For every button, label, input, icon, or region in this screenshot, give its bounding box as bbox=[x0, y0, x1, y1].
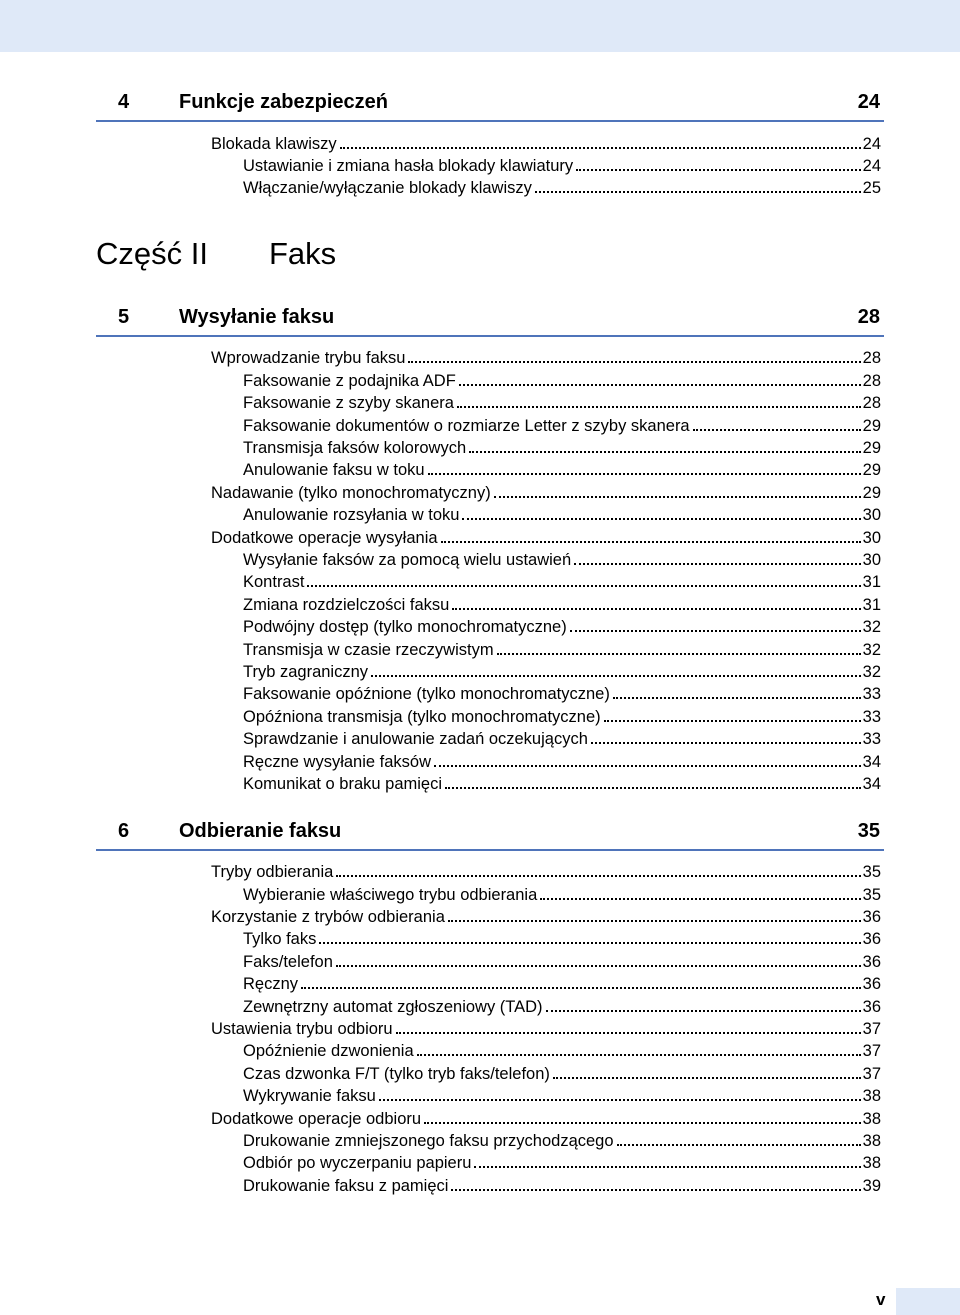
toc-entry-page: 39 bbox=[862, 1177, 881, 1195]
dot-leader bbox=[336, 875, 860, 877]
toc-entry[interactable] bbox=[243, 883, 881, 905]
toc-entry[interactable] bbox=[211, 905, 881, 927]
toc-entry-label: Wykrywanie faksu bbox=[243, 1087, 376, 1105]
toc-entry-page: 32 bbox=[862, 618, 881, 636]
toc-entry[interactable] bbox=[243, 391, 881, 413]
footer-band bbox=[896, 1288, 960, 1315]
toc-entry[interactable] bbox=[243, 1039, 881, 1061]
dot-leader bbox=[540, 898, 860, 900]
dot-leader bbox=[396, 1032, 861, 1034]
chapter-page: 35 bbox=[857, 820, 880, 842]
toc-entry-page: 36 bbox=[862, 975, 881, 993]
toc-entry-page: 31 bbox=[862, 573, 881, 591]
dot-leader bbox=[494, 496, 861, 498]
dot-leader bbox=[574, 563, 860, 565]
toc-entry-label: Blokada klawiszy bbox=[211, 135, 337, 153]
toc-entry-page: 31 bbox=[862, 596, 881, 614]
toc-entry[interactable] bbox=[211, 860, 881, 882]
toc-entry-page: 32 bbox=[862, 663, 881, 681]
toc-entry-label: Tryby odbierania bbox=[211, 863, 334, 881]
dot-leader bbox=[336, 965, 861, 967]
toc-entry-page: 38 bbox=[862, 1110, 881, 1128]
toc-entry-label: Faksowanie dokumentów o rozmiarze Letter z szyby skanera bbox=[243, 417, 690, 435]
dot-leader bbox=[459, 384, 861, 386]
toc-entry-page: 32 bbox=[862, 641, 881, 659]
toc-entry-page: 34 bbox=[862, 753, 881, 771]
toc-entry-page: 30 bbox=[862, 551, 881, 569]
dot-leader bbox=[301, 987, 861, 989]
dot-leader bbox=[448, 920, 861, 922]
toc-entry-page: 29 bbox=[862, 417, 881, 435]
toc-entry[interactable] bbox=[243, 972, 881, 994]
toc-entry-page: 33 bbox=[862, 730, 881, 748]
dot-leader bbox=[617, 1144, 861, 1146]
chapter-page: 28 bbox=[857, 306, 880, 328]
toc-entry-page: 33 bbox=[862, 685, 881, 703]
toc-entry[interactable] bbox=[243, 1084, 881, 1106]
dot-leader bbox=[452, 608, 860, 610]
toc-entry-label: Włączanie/wyłączanie blokady klawiszy bbox=[243, 179, 532, 197]
toc-entry[interactable] bbox=[211, 132, 881, 154]
toc-entry[interactable] bbox=[243, 638, 881, 660]
toc-entry[interactable] bbox=[243, 1129, 881, 1151]
toc-entry[interactable] bbox=[211, 1017, 881, 1039]
dot-leader bbox=[319, 942, 860, 944]
toc-entry-label: Opóźnienie dzwonienia bbox=[243, 1042, 414, 1060]
dot-leader bbox=[408, 361, 860, 363]
toc-entry[interactable] bbox=[243, 503, 881, 525]
chapter-title: Odbieranie faksu bbox=[179, 820, 342, 842]
toc-entry-label: Drukowanie faksu z pamięci bbox=[243, 1177, 449, 1195]
toc-entry[interactable] bbox=[243, 570, 881, 592]
toc-entry[interactable] bbox=[243, 1174, 881, 1196]
part-title: Faks bbox=[269, 236, 337, 271]
toc-entry-page: 35 bbox=[862, 886, 881, 904]
chapter-title: Wysyłanie faksu bbox=[179, 306, 335, 328]
toc-entry-label: Zmiana rozdzielczości faksu bbox=[243, 596, 450, 614]
toc-entry-page: 37 bbox=[862, 1042, 881, 1060]
dot-leader bbox=[546, 1010, 861, 1012]
toc-entry-page: 37 bbox=[862, 1065, 881, 1083]
toc-entry[interactable] bbox=[243, 727, 881, 749]
toc-entry-label: Wybieranie właściwego trybu odbierania bbox=[243, 886, 538, 904]
dot-leader bbox=[497, 653, 861, 655]
toc-entry-label: Faksowanie z szyby skanera bbox=[243, 394, 454, 412]
dot-leader bbox=[340, 147, 861, 149]
toc-entry-page: 30 bbox=[862, 506, 881, 524]
toc-entry-label: Faksowanie z podajnika ADF bbox=[243, 372, 456, 390]
toc-entry-page: 36 bbox=[862, 908, 881, 926]
toc-entry[interactable] bbox=[243, 436, 881, 458]
toc-entry-label: Komunikat o braku pamięci bbox=[243, 775, 443, 793]
dot-leader bbox=[553, 1077, 861, 1079]
toc-entry-page: 30 bbox=[862, 529, 881, 547]
toc-entry-label: Transmisja faksów kolorowych bbox=[243, 439, 467, 457]
toc-entry[interactable] bbox=[243, 548, 881, 570]
toc-entry-label: Sprawdzanie i anulowanie zadań oczekujących bbox=[243, 730, 588, 748]
dot-leader bbox=[613, 697, 861, 699]
toc-entry-label: Faks/telefon bbox=[243, 953, 333, 971]
toc-entry-label: Ręczne wysyłanie faksów bbox=[243, 753, 431, 771]
toc-entry-page: 29 bbox=[862, 484, 881, 502]
toc-entry-page: 24 bbox=[862, 157, 881, 175]
dot-leader bbox=[693, 429, 861, 431]
toc-entry[interactable] bbox=[243, 176, 881, 198]
part-label: Część II bbox=[96, 236, 208, 271]
toc-entry-label: Faksowanie opóźnione (tylko monochromatyczne) bbox=[243, 685, 610, 703]
chapter-number: 5 bbox=[118, 306, 130, 328]
dot-leader bbox=[451, 1189, 860, 1191]
chapter-number: 4 bbox=[118, 91, 130, 113]
toc-entry[interactable] bbox=[211, 346, 881, 368]
toc-entry[interactable] bbox=[243, 369, 881, 391]
toc-entry[interactable] bbox=[243, 705, 881, 727]
toc-entry-page: 38 bbox=[862, 1087, 881, 1105]
toc-entry-page: 28 bbox=[862, 349, 881, 367]
toc-entry-label: Dodatkowe operacje odbioru bbox=[211, 1110, 422, 1128]
dot-leader bbox=[604, 720, 861, 722]
toc-entry[interactable] bbox=[243, 995, 881, 1017]
toc-entry-page: 29 bbox=[862, 439, 881, 457]
toc-entry-label: Czas dzwonka F/T (tylko tryb faks/telefon) bbox=[243, 1065, 550, 1083]
dot-leader bbox=[570, 630, 861, 632]
toc-entry[interactable] bbox=[243, 927, 881, 949]
toc-entry-label: Zewnętrzny automat zgłoszeniowy (TAD) bbox=[243, 998, 543, 1016]
toc-entry[interactable] bbox=[243, 682, 881, 704]
toc-entry[interactable] bbox=[243, 1151, 881, 1173]
chapter-page: 24 bbox=[857, 91, 880, 113]
dot-leader bbox=[591, 742, 861, 744]
dot-leader bbox=[535, 191, 861, 193]
chapter-heading[interactable] bbox=[96, 88, 884, 122]
toc-entry-page: 28 bbox=[862, 394, 881, 412]
toc-entry-page: 37 bbox=[862, 1020, 881, 1038]
toc-entry-label: Wysyłanie faksów za pomocą wielu ustawień bbox=[243, 551, 572, 569]
toc-entry-label: Transmisja w czasie rzeczywistym bbox=[243, 641, 494, 659]
dot-leader bbox=[441, 541, 861, 543]
toc-entry-page: 36 bbox=[862, 998, 881, 1016]
toc-entry[interactable] bbox=[243, 950, 881, 972]
dot-leader bbox=[307, 585, 860, 587]
toc-entry-label: Drukowanie zmniejszonego faksu przychodzącego bbox=[243, 1132, 614, 1150]
toc-entry[interactable] bbox=[243, 750, 881, 772]
toc-entry-label: Tryb zagraniczny bbox=[243, 663, 369, 681]
toc-entry-label: Korzystanie z trybów odbierania bbox=[211, 908, 445, 926]
dot-leader bbox=[424, 1122, 861, 1124]
toc-entry[interactable] bbox=[243, 772, 881, 794]
dot-leader bbox=[474, 1166, 860, 1168]
toc-entry-label: Kontrast bbox=[243, 573, 305, 591]
toc-entry-label: Ręczny bbox=[243, 975, 299, 993]
toc-entry-page: 33 bbox=[862, 708, 881, 726]
toc-entry[interactable] bbox=[211, 526, 881, 548]
toc-entry[interactable] bbox=[243, 458, 881, 480]
toc-entry-label: Podwójny dostęp (tylko monochromatyczne) bbox=[243, 618, 567, 636]
toc-entry-label: Anulowanie rozsyłania w toku bbox=[243, 506, 460, 524]
toc-entry[interactable] bbox=[243, 414, 881, 436]
toc-entry-label: Wprowadzanie trybu faksu bbox=[211, 349, 406, 367]
toc-entry-label: Ustawianie i zmiana hasła blokady klawiatury bbox=[243, 157, 574, 175]
toc-entry-page: 35 bbox=[862, 863, 881, 881]
chapter-number: 6 bbox=[118, 820, 130, 842]
toc-entry-label: Opóźniona transmisja (tylko monochromatyczne) bbox=[243, 708, 601, 726]
toc-entry[interactable] bbox=[211, 481, 881, 503]
toc-entry[interactable] bbox=[243, 1062, 881, 1084]
chapter-title: Funkcje zabezpieczeń bbox=[179, 91, 388, 113]
toc-entry[interactable] bbox=[243, 593, 881, 615]
toc-entry-page: 34 bbox=[862, 775, 881, 793]
toc-entry-page: 36 bbox=[862, 930, 881, 948]
dot-leader bbox=[371, 675, 861, 677]
dot-leader bbox=[417, 1054, 861, 1056]
page-number: v bbox=[876, 1290, 886, 1309]
chapter-rule bbox=[96, 849, 884, 851]
dot-leader bbox=[428, 473, 861, 475]
dot-leader bbox=[462, 518, 860, 520]
chapter-heading[interactable] bbox=[96, 303, 884, 337]
toc-entry-label: Nadawanie (tylko monochromatyczny) bbox=[211, 484, 491, 502]
toc-entry-page: 24 bbox=[862, 135, 881, 153]
dot-leader bbox=[457, 406, 861, 408]
toc-entry-label: Tylko faks bbox=[243, 930, 317, 948]
toc-entry[interactable] bbox=[243, 660, 881, 682]
dot-leader bbox=[434, 765, 861, 767]
dot-leader bbox=[469, 451, 861, 453]
toc-entry-page: 28 bbox=[862, 372, 881, 390]
dot-leader bbox=[576, 169, 860, 171]
toc-entry-page: 38 bbox=[862, 1132, 881, 1150]
dot-leader bbox=[379, 1099, 861, 1101]
toc-entry-page: 25 bbox=[862, 179, 881, 197]
toc-entry[interactable] bbox=[243, 154, 881, 176]
toc-entry-page: 38 bbox=[862, 1154, 881, 1172]
toc-entry-label: Odbiór po wyczerpaniu papieru bbox=[243, 1154, 472, 1172]
toc-entry-page: 29 bbox=[862, 461, 881, 479]
toc-entry[interactable] bbox=[211, 1107, 881, 1129]
dot-leader bbox=[445, 787, 861, 789]
chapter-rule bbox=[96, 335, 884, 337]
chapter-rule bbox=[96, 120, 884, 122]
toc-entry-label: Anulowanie faksu w toku bbox=[243, 461, 425, 479]
toc-entry[interactable] bbox=[243, 615, 881, 637]
toc-entry-page: 36 bbox=[862, 953, 881, 971]
toc-entry-label: Dodatkowe operacje wysyłania bbox=[211, 529, 438, 547]
toc-entry-label: Ustawienia trybu odbioru bbox=[211, 1020, 393, 1038]
chapter-heading[interactable] bbox=[96, 817, 884, 851]
